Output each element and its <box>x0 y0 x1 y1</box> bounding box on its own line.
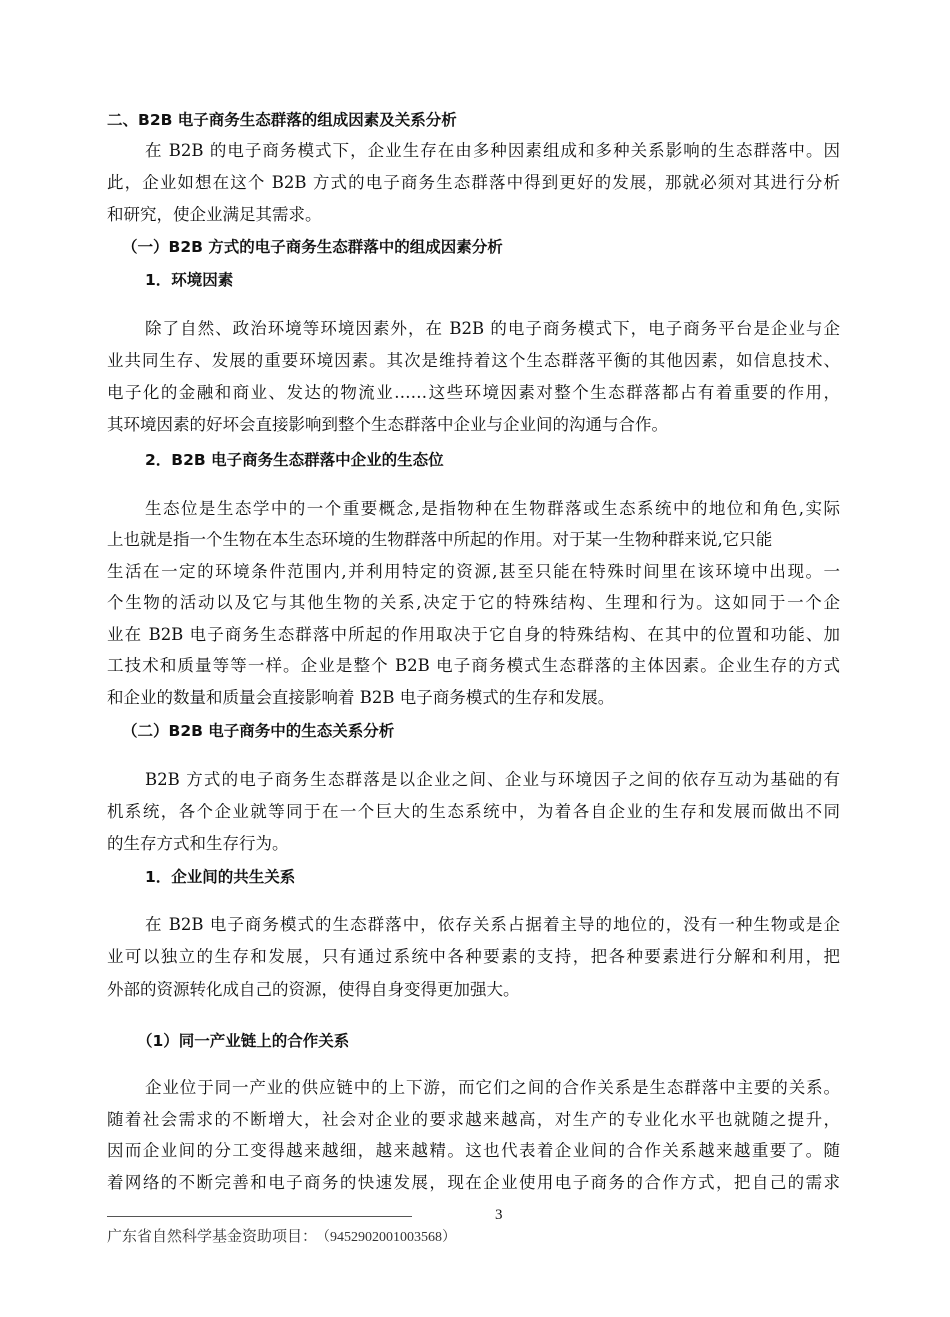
footnote-number: （9452902001003568） <box>323 1230 457 1245</box>
paragraph-line: B2B 方式的电子商务生态群落是以企业之间、企业与环境因子之间的依存互动为基础的有 <box>145 770 840 789</box>
paragraph-line: 企业位于同一产业的供应链中的上下游，而它们之间的合作关系是生态群落中主要的关系。 <box>145 1078 840 1097</box>
paragraph-line: 业共同生存、发展的重要环境因素。其次是维持着这个生态群落平衡的其他因素，如信息技术、 <box>107 351 840 370</box>
paragraph-line: 此，企业如想在这个 B2B 方式的电子商务生态群落中得到更好的发展，那就必须对其进行分析 <box>107 173 840 192</box>
paragraph-line: 在 B2B 的电子商务模式下，企业生存在由多种因素组成和多种关系影响的生态群落中。因 <box>145 141 840 160</box>
paragraph-line: 生态位是生态学中的一个重要概念,是指物种在生物群落或生态系统中的地位和角色,实际 <box>145 499 840 518</box>
subsection-heading: （二）B2B 电子商务中的生态关系分析 <box>122 722 395 740</box>
paragraph-line: 的生存方式和生存行为。 <box>107 834 289 853</box>
paragraph-line: 工技术和质量等等一样。企业是整个 B2B 电子商务模式生态群落的主体因素。企业生存的方式 <box>107 656 840 675</box>
footnote <box>107 1225 456 1246</box>
paragraph-line: 除了自然、政治环境等环境因素外，在 B2B 的电子商务模式下，电子商务平台是企业与企 <box>145 319 840 338</box>
footnote-divider <box>107 1216 412 1217</box>
paragraph-line: 业可以独立的生存和发展，只有通过系统中各种要素的支持，把各种要素进行分解和利用，把 <box>107 947 840 966</box>
paragraph-line: 在 B2B 电子商务模式的生态群落中，依存关系占据着主导的地位的，没有一种生物或是企 <box>145 915 840 934</box>
subsubsection-heading: 2．B2B 电子商务生态群落中企业的生态位 <box>145 451 444 469</box>
paragraph-line: 因而企业间的分工变得越来越细，越来越精。这也代表着企业间的合作关系越来越重要了。随 <box>107 1141 840 1160</box>
section-heading-main: 二、B2B 电子商务生态群落的组成因素及关系分析 <box>107 111 457 129</box>
subsubsection-heading: 1．环境因素 <box>145 271 234 289</box>
paragraph-line: 其环境因素的好坏会直接影响到整个生态群落中企业与企业间的沟通与合作。 <box>107 415 668 434</box>
paragraph-line: 业在 B2B 电子商务生态群落中所起的作用取决于它自身的特殊结构、在其中的位置和功能、加 <box>107 625 840 644</box>
paragraph-line: 上也就是指一个生物在本生态环境的生物群落中所起的作用。对于某一生物种群来说,它只能 <box>107 530 773 549</box>
paragraph-line: 着网络的不断完善和电子商务的快速发展，现在企业使用电子商务的合作方式，把自己的需求 <box>107 1173 840 1192</box>
page-number: 3 <box>495 1207 503 1223</box>
subsection-heading: （一）B2B 方式的电子商务生态群落中的组成因素分析 <box>122 238 503 256</box>
paragraph-line: 和企业的数量和质量会直接影响着 B2B 电子商务模式的生存和发展。 <box>107 688 615 707</box>
paragraph-line: 个生物的活动以及它与其他生物的关系,决定于它的特殊结构、生理和行为。这如同于一个企 <box>107 593 840 612</box>
subsubsection-heading: 1．企业间的共生关系 <box>145 868 296 886</box>
paragraph-line: 随着社会需求的不断增大，社会对企业的要求越来越高，对生产的专业化水平也就随之提升， <box>107 1110 840 1129</box>
paragraph-line: 和研究，使企业满足其需求。 <box>107 205 322 224</box>
subsubsection-heading: （1）同一产业链上的合作关系 <box>137 1032 350 1050</box>
paragraph-line: 机系统，各个企业就等同于在一个巨大的生态系统中，为着各自企业的生存和发展而做出不同 <box>107 802 840 821</box>
paragraph-line: 生活在一定的环境条件范围内,并利用特定的资源,甚至只能在特殊时间里在该环境中出现。一 <box>107 562 840 581</box>
footnote-label: 广东省自然科学基金资助项目： <box>107 1227 318 1245</box>
paragraph-line: 外部的资源转化成自己的资源，使得自身变得更加强大。 <box>107 980 520 999</box>
paragraph-line: 电子化的金融和商业、发达的物流业……这些环境因素对整个生态群落都占有着重要的作用， <box>107 383 840 402</box>
